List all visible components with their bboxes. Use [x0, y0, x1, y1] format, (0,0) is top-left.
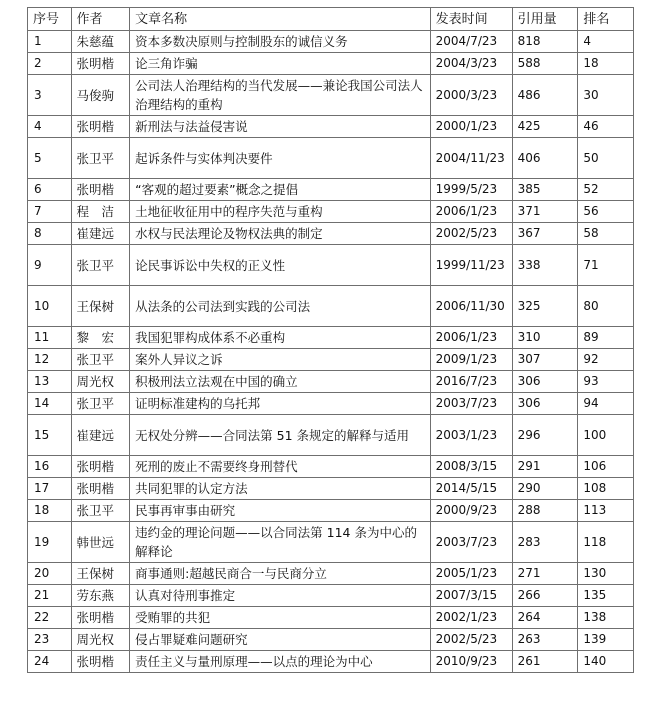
table-row — [28, 327, 634, 349]
table-row — [28, 138, 634, 179]
cell-seq: 3 — [28, 75, 72, 116]
cell-date: 2002/5/23 — [430, 629, 512, 651]
table-body — [28, 8, 634, 673]
cell-citations: 425 — [512, 116, 578, 138]
cell-citations: 290 — [512, 478, 578, 500]
cell-author: 张卫平 — [71, 349, 130, 371]
table-row — [28, 607, 634, 629]
cell-date: 2006/1/23 — [430, 327, 512, 349]
cell-title: 新刑法与法益侵害说 — [130, 116, 430, 138]
cell-citations: 307 — [512, 349, 578, 371]
table-row — [28, 585, 634, 607]
cell-citations: 264 — [512, 607, 578, 629]
table-row — [28, 500, 634, 522]
header-seq: 序号 — [28, 8, 72, 31]
cell-seq: 12 — [28, 349, 72, 371]
cell-title: 积极刑法立法观在中国的确立 — [130, 371, 430, 393]
table-row — [28, 629, 634, 651]
table-header-row — [28, 8, 634, 31]
table-row — [28, 563, 634, 585]
cell-date: 2005/1/23 — [430, 563, 512, 585]
header-citations: 引用量 — [512, 8, 578, 31]
table-row — [28, 393, 634, 415]
cell-author: 周光权 — [71, 629, 130, 651]
cell-date: 2016/7/23 — [430, 371, 512, 393]
cell-author: 张卫平 — [71, 138, 130, 179]
cell-title: 论民事诉讼中失权的正义性 — [130, 245, 430, 286]
cell-rank: 118 — [578, 522, 634, 563]
cell-rank: 58 — [578, 223, 634, 245]
cell-seq: 10 — [28, 286, 72, 327]
table-row — [28, 522, 634, 563]
cell-rank: 138 — [578, 607, 634, 629]
cell-author: 张卫平 — [71, 245, 130, 286]
table-row — [28, 371, 634, 393]
table-row — [28, 201, 634, 223]
cell-author: 张明楷 — [71, 651, 130, 673]
cell-title: 论三角诈骗 — [130, 53, 430, 75]
cell-citations: 263 — [512, 629, 578, 651]
cell-title: 侵占罪疑难问题研究 — [130, 629, 430, 651]
table-row — [28, 415, 634, 456]
cell-citations: 406 — [512, 138, 578, 179]
cell-citations: 818 — [512, 31, 578, 53]
cell-date: 2002/5/23 — [430, 223, 512, 245]
cell-rank: 4 — [578, 31, 634, 53]
cell-citations: 283 — [512, 522, 578, 563]
cell-date: 2003/7/23 — [430, 522, 512, 563]
cell-rank: 108 — [578, 478, 634, 500]
cell-citations: 371 — [512, 201, 578, 223]
cell-seq: 15 — [28, 415, 72, 456]
cell-citations: 588 — [512, 53, 578, 75]
cell-seq: 7 — [28, 201, 72, 223]
cell-rank: 52 — [578, 179, 634, 201]
cell-title: 认真对待刑事推定 — [130, 585, 430, 607]
cell-title: 起诉条件与实体判决要件 — [130, 138, 430, 179]
cell-author: 张卫平 — [71, 393, 130, 415]
cell-author: 张明楷 — [71, 179, 130, 201]
header-author: 作者 — [71, 8, 130, 31]
cell-citations: 288 — [512, 500, 578, 522]
cell-citations: 338 — [512, 245, 578, 286]
table-row — [28, 223, 634, 245]
cell-seq: 21 — [28, 585, 72, 607]
cell-seq: 11 — [28, 327, 72, 349]
cell-rank: 56 — [578, 201, 634, 223]
table-row — [28, 651, 634, 673]
cell-seq: 9 — [28, 245, 72, 286]
cell-title: 责任主义与量刑原理——以点的理论为中心 — [130, 651, 430, 673]
cell-title: 死刑的废止不需要终身刑替代 — [130, 456, 430, 478]
cell-seq: 20 — [28, 563, 72, 585]
cell-seq: 1 — [28, 31, 72, 53]
header-date: 发表时间 — [430, 8, 512, 31]
cell-rank: 135 — [578, 585, 634, 607]
cell-seq: 5 — [28, 138, 72, 179]
cell-title: 资本多数决原则与控制股东的诚信义务 — [130, 31, 430, 53]
cell-rank: 89 — [578, 327, 634, 349]
cell-seq: 16 — [28, 456, 72, 478]
cell-title: 商事通则:超越民商合一与民商分立 — [130, 563, 430, 585]
cell-title: “客观的超过要素”概念之提倡 — [130, 179, 430, 201]
cell-title: 无权处分辨——合同法第 51 条规定的解释与适用 — [130, 415, 430, 456]
cell-seq: 4 — [28, 116, 72, 138]
cell-author: 王保树 — [71, 286, 130, 327]
cell-citations: 486 — [512, 75, 578, 116]
cell-date: 2000/9/23 — [430, 500, 512, 522]
cell-date: 2009/1/23 — [430, 349, 512, 371]
cell-title: 我国犯罪构成体系不必重构 — [130, 327, 430, 349]
cell-author: 韩世远 — [71, 522, 130, 563]
cell-author: 马俊驹 — [71, 75, 130, 116]
cell-date: 1999/11/23 — [430, 245, 512, 286]
cell-author: 张明楷 — [71, 53, 130, 75]
cell-author: 张明楷 — [71, 456, 130, 478]
cell-rank: 71 — [578, 245, 634, 286]
cell-seq: 13 — [28, 371, 72, 393]
cell-citations: 385 — [512, 179, 578, 201]
cell-author: 劳东燕 — [71, 585, 130, 607]
table-row — [28, 456, 634, 478]
cell-author: 张明楷 — [71, 478, 130, 500]
table-row — [28, 75, 634, 116]
cell-citations: 367 — [512, 223, 578, 245]
table-row — [28, 478, 634, 500]
cell-author: 张卫平 — [71, 500, 130, 522]
cell-rank: 94 — [578, 393, 634, 415]
cell-seq: 18 — [28, 500, 72, 522]
cell-title: 受贿罪的共犯 — [130, 607, 430, 629]
cell-citations: 266 — [512, 585, 578, 607]
cell-title: 土地征收征用中的程序失范与重构 — [130, 201, 430, 223]
cell-date: 2007/3/15 — [430, 585, 512, 607]
cell-title: 共同犯罪的认定方法 — [130, 478, 430, 500]
cell-date: 2008/3/15 — [430, 456, 512, 478]
cell-date: 2014/5/15 — [430, 478, 512, 500]
cell-seq: 22 — [28, 607, 72, 629]
cell-date: 2003/1/23 — [430, 415, 512, 456]
cell-author: 周光权 — [71, 371, 130, 393]
cell-rank: 140 — [578, 651, 634, 673]
cell-rank: 93 — [578, 371, 634, 393]
table-row — [28, 116, 634, 138]
cell-author: 张明楷 — [71, 607, 130, 629]
cell-citations: 325 — [512, 286, 578, 327]
table-row — [28, 349, 634, 371]
cell-date: 2004/11/23 — [430, 138, 512, 179]
cell-author: 张明楷 — [71, 116, 130, 138]
cell-title: 案外人异议之诉 — [130, 349, 430, 371]
cell-date: 1999/5/23 — [430, 179, 512, 201]
cell-date: 2006/11/30 — [430, 286, 512, 327]
cell-author: 崔建远 — [71, 415, 130, 456]
cell-citations: 306 — [512, 393, 578, 415]
cell-rank: 50 — [578, 138, 634, 179]
cell-title: 证明标准建构的乌托邦 — [130, 393, 430, 415]
cell-author: 王保树 — [71, 563, 130, 585]
cell-rank: 113 — [578, 500, 634, 522]
cell-seq: 8 — [28, 223, 72, 245]
cell-author: 程 洁 — [71, 201, 130, 223]
cell-rank: 18 — [578, 53, 634, 75]
cell-rank: 30 — [578, 75, 634, 116]
cell-title: 从法条的公司法到实践的公司法 — [130, 286, 430, 327]
cell-author: 朱慈蕴 — [71, 31, 130, 53]
cell-seq: 17 — [28, 478, 72, 500]
cell-citations: 296 — [512, 415, 578, 456]
cell-date: 2002/1/23 — [430, 607, 512, 629]
cell-date: 2004/3/23 — [430, 53, 512, 75]
cell-title: 民事再审事由研究 — [130, 500, 430, 522]
cell-rank: 92 — [578, 349, 634, 371]
table-row — [28, 53, 634, 75]
cell-rank: 106 — [578, 456, 634, 478]
cell-citations: 310 — [512, 327, 578, 349]
cell-citations: 306 — [512, 371, 578, 393]
cell-rank: 80 — [578, 286, 634, 327]
cell-date: 2000/1/23 — [430, 116, 512, 138]
cell-author: 崔建远 — [71, 223, 130, 245]
cell-date: 2006/1/23 — [430, 201, 512, 223]
cell-title: 违约金的理论问题——以合同法第 114 条为中心的解释论 — [130, 522, 430, 563]
cell-date: 2004/7/23 — [430, 31, 512, 53]
header-title: 文章名称 — [130, 8, 430, 31]
header-rank: 排名 — [578, 8, 634, 31]
cell-date: 2003/7/23 — [430, 393, 512, 415]
table-row — [28, 31, 634, 53]
cell-date: 2010/9/23 — [430, 651, 512, 673]
cell-title: 水权与民法理论及物权法典的制定 — [130, 223, 430, 245]
cell-rank: 130 — [578, 563, 634, 585]
cell-seq: 2 — [28, 53, 72, 75]
cell-citations: 291 — [512, 456, 578, 478]
cell-seq: 23 — [28, 629, 72, 651]
table-row — [28, 245, 634, 286]
cell-title: 公司法人治理结构的当代发展——兼论我国公司法人治理结构的重构 — [130, 75, 430, 116]
table-row — [28, 179, 634, 201]
cell-author: 黎 宏 — [71, 327, 130, 349]
cell-seq: 14 — [28, 393, 72, 415]
citation-ranking-table — [27, 7, 634, 673]
cell-citations: 261 — [512, 651, 578, 673]
table-row — [28, 286, 634, 327]
cell-citations: 271 — [512, 563, 578, 585]
cell-seq: 24 — [28, 651, 72, 673]
cell-date: 2000/3/23 — [430, 75, 512, 116]
cell-seq: 6 — [28, 179, 72, 201]
cell-rank: 46 — [578, 116, 634, 138]
cell-rank: 100 — [578, 415, 634, 456]
cell-seq: 19 — [28, 522, 72, 563]
cell-rank: 139 — [578, 629, 634, 651]
